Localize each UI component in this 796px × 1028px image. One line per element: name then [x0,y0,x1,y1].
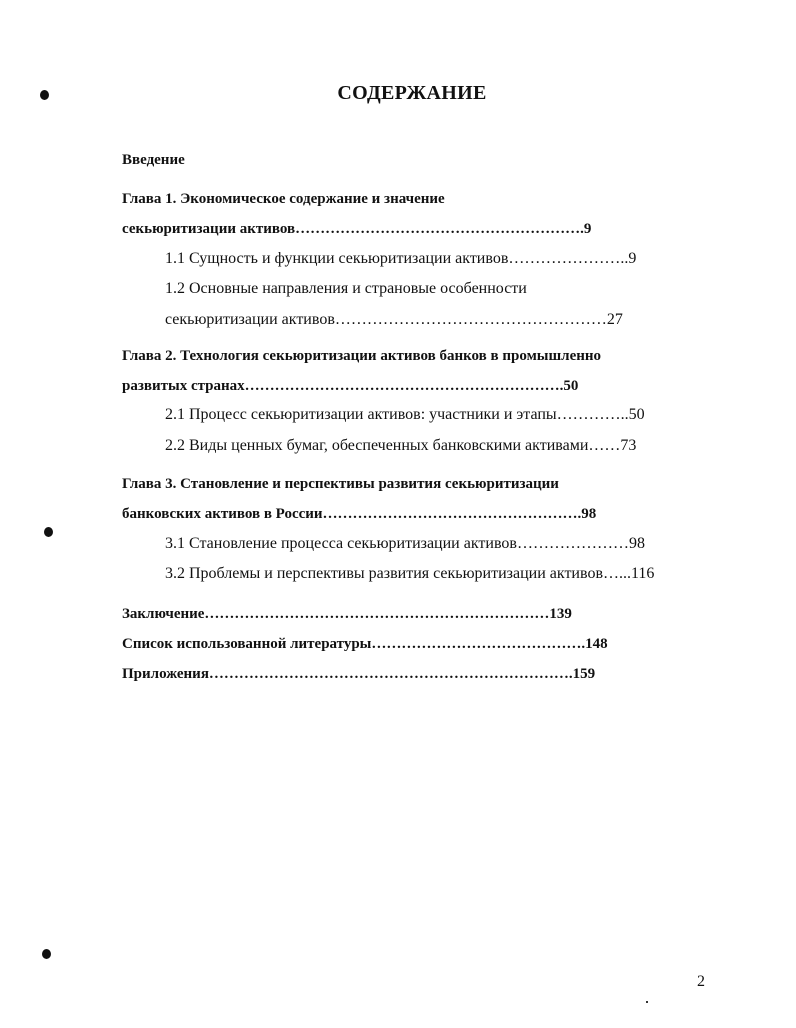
toc-chapter-1-line-2: секьюритизации активов………………………………………………….9 [122,221,592,237]
toc-references: Список использованной литературы…………………………………….148 [122,636,608,652]
binder-hole-mark-middle [44,527,53,537]
toc-section-2-2: 2.2 Виды ценных бумаг, обеспеченных банковскими активами……73 [165,437,637,454]
toc-section-1-2-line-1: 1.2 Основные направления и страновые особенности [165,280,527,297]
toc-chapter-1-line-1: Глава 1. Экономическое содержание и значение [122,191,445,207]
page-number: 2 [697,973,705,990]
scan-speck [646,1001,648,1003]
toc-section-1-2-line-2: секьюритизации активов……………………………………………27 [165,311,623,328]
toc-intro: Введение [122,152,185,168]
page-title: СОДЕРЖАНИЕ [337,82,487,104]
toc-section-2-1: 2.1 Процесс секьюритизации активов: участники и этапы…………..50 [165,406,645,423]
toc-chapter-3-line-2: банковских активов в России…………………………………………….98 [122,506,597,522]
toc-section-1-1: 1.1 Сущность и функции секьюритизации активов…………………..9 [165,250,637,267]
toc-conclusion: Заключение……………………………………………………………139 [122,606,572,622]
toc-section-3-1: 3.1 Становление процесса секьюритизации активов…………………98 [165,535,645,552]
toc-chapter-2-line-2: развитых странах……………………………………………………….50 [122,378,579,394]
toc-chapter-2-line-1: Глава 2. Технология секьюритизации активов банков в промышленно [122,348,602,364]
binder-hole-mark-bottom [42,949,51,959]
toc-chapter-3-line-1: Глава 3. Становление и перспективы развития секьюритизации [122,476,559,492]
toc-appendix: Приложения……………………………………………………………….159 [122,666,596,682]
toc-section-3-2: 3.2 Проблемы и перспективы развития секьюритизации активов…...116 [165,565,655,582]
